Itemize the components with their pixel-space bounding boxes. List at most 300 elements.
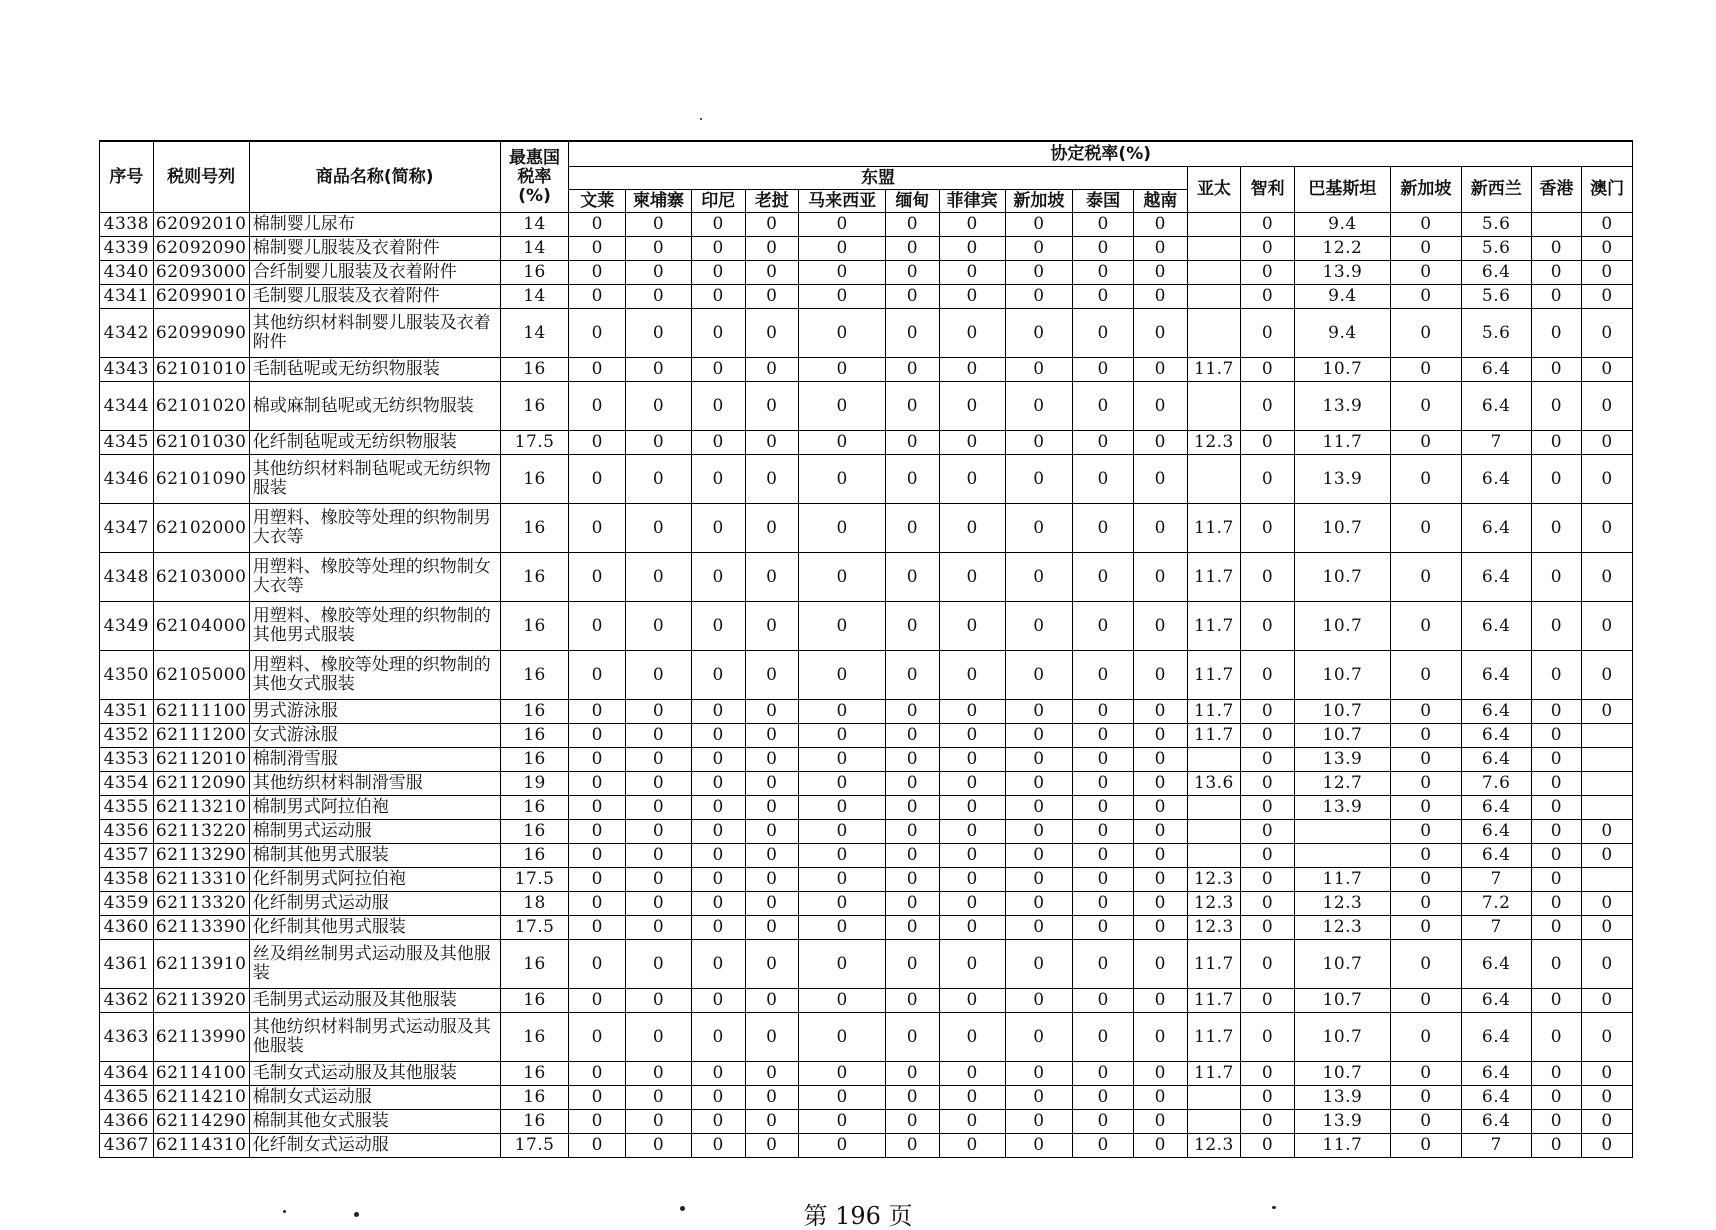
row-asean-rate: 0: [1134, 553, 1188, 602]
row-mfn-rate: 16: [500, 651, 569, 700]
row-asean-rate: 0: [1005, 382, 1073, 431]
row-name: 毛制女式运动服及其他服装: [249, 1062, 500, 1086]
row-seq: 4350: [100, 651, 154, 700]
row-asean-rate: 0: [745, 748, 799, 772]
row-asean-rate: 0: [799, 868, 886, 892]
row-agreement-rate: 0: [1582, 1086, 1633, 1110]
row-code: 62103000: [153, 553, 249, 602]
row-name: 毛制毡呢或无纺织物服装: [249, 358, 500, 382]
row-agreement-rate: 0: [1390, 553, 1461, 602]
row-asean-rate: 0: [886, 796, 940, 820]
row-code: 62102000: [153, 504, 249, 553]
row-asean-rate: 0: [886, 261, 940, 285]
row-agreement-rate: [1187, 748, 1241, 772]
row-mfn-rate: 18: [500, 892, 569, 916]
row-agreement-rate: 6.4: [1461, 602, 1531, 651]
row-agreement-rate: 7: [1461, 431, 1531, 455]
row-asean-rate: 0: [939, 431, 1005, 455]
row-asean-rate: 0: [626, 1013, 692, 1062]
table-row: [100, 1062, 1633, 1086]
row-agreement-rate: [1294, 820, 1390, 844]
row-asean-rate: 0: [1005, 1062, 1073, 1086]
row-asean-rate: 0: [1073, 1110, 1134, 1134]
row-asean-rate: 0: [1005, 724, 1073, 748]
row-name: 合纤制婴儿服装及衣着附件: [249, 261, 500, 285]
row-asean-rate: 0: [569, 940, 626, 989]
header-asean-country: 马来西亚: [799, 190, 886, 213]
row-agreement-rate: 0: [1531, 553, 1582, 602]
row-asean-rate: 0: [799, 916, 886, 940]
row-asean-rate: 0: [691, 431, 745, 455]
row-asean-rate: 0: [1073, 1134, 1134, 1158]
row-asean-rate: 0: [691, 1062, 745, 1086]
table-row: [100, 382, 1633, 431]
table-row: [100, 940, 1633, 989]
row-asean-rate: 0: [691, 724, 745, 748]
row-asean-rate: 0: [939, 1134, 1005, 1158]
row-seq: 4341: [100, 285, 154, 309]
row-agreement-rate: [1187, 1110, 1241, 1134]
row-asean-rate: 0: [569, 261, 626, 285]
row-agreement-rate: 0: [1390, 916, 1461, 940]
row-asean-rate: 0: [1005, 796, 1073, 820]
row-agreement-rate: 0: [1241, 700, 1295, 724]
header-other: 澳门: [1582, 167, 1633, 213]
row-agreement-rate: 0: [1390, 358, 1461, 382]
row-asean-rate: 0: [691, 916, 745, 940]
row-agreement-rate: 6.4: [1461, 820, 1531, 844]
row-agreement-rate: 0: [1241, 261, 1295, 285]
row-agreement-rate: 0: [1241, 892, 1295, 916]
row-agreement-rate: 7.6: [1461, 772, 1531, 796]
header-asean-country: 泰国: [1073, 190, 1134, 213]
row-agreement-rate: [1294, 844, 1390, 868]
row-asean-rate: 0: [886, 1062, 940, 1086]
row-asean-rate: 0: [1073, 358, 1134, 382]
row-asean-rate: 0: [1005, 1086, 1073, 1110]
row-asean-rate: 0: [691, 1134, 745, 1158]
row-agreement-rate: 7: [1461, 916, 1531, 940]
row-mfn-rate: 16: [500, 1086, 569, 1110]
row-code: 62113920: [153, 989, 249, 1013]
row-asean-rate: 0: [569, 602, 626, 651]
row-agreement-rate: 11.7: [1187, 358, 1241, 382]
table-row: [100, 602, 1633, 651]
row-asean-rate: 0: [1073, 940, 1134, 989]
row-asean-rate: 0: [799, 1110, 886, 1134]
row-seq: 4344: [100, 382, 154, 431]
row-asean-rate: 0: [939, 820, 1005, 844]
row-asean-rate: 0: [799, 237, 886, 261]
table-row: [100, 651, 1633, 700]
row-asean-rate: 0: [939, 724, 1005, 748]
row-asean-rate: 0: [1073, 916, 1134, 940]
row-agreement-rate: 12.3: [1187, 916, 1241, 940]
row-agreement-rate: 6.4: [1461, 1062, 1531, 1086]
row-agreement-rate: 0: [1241, 1062, 1295, 1086]
row-agreement-rate: 11.7: [1187, 940, 1241, 989]
row-agreement-rate: [1187, 261, 1241, 285]
row-asean-rate: 0: [939, 309, 1005, 358]
row-asean-rate: 0: [886, 382, 940, 431]
row-agreement-rate: 0: [1582, 553, 1633, 602]
row-mfn-rate: 14: [500, 309, 569, 358]
row-agreement-rate: 0: [1531, 916, 1582, 940]
row-asean-rate: 0: [939, 553, 1005, 602]
row-asean-rate: 0: [691, 940, 745, 989]
row-asean-rate: 0: [745, 651, 799, 700]
row-asean-rate: 0: [939, 1013, 1005, 1062]
table-header: [100, 141, 1633, 213]
row-agreement-rate: 6.4: [1461, 844, 1531, 868]
row-asean-rate: 0: [745, 820, 799, 844]
table-row: [100, 820, 1633, 844]
header-asean-country: 缅甸: [886, 190, 940, 213]
row-asean-rate: 0: [626, 916, 692, 940]
row-agreement-rate: 11.7: [1187, 602, 1241, 651]
row-name: 用塑料、橡胶等处理的织物制的其他女式服装: [249, 651, 500, 700]
row-agreement-rate: 0: [1582, 213, 1633, 237]
row-mfn-rate: 16: [500, 602, 569, 651]
row-agreement-rate: 0: [1241, 820, 1295, 844]
row-agreement-rate: 0: [1241, 1110, 1295, 1134]
row-seq: 4363: [100, 1013, 154, 1062]
row-agreement-rate: 0: [1241, 504, 1295, 553]
header-other: 新加坡: [1390, 167, 1461, 213]
row-name: 其他纺织材料制男式运动服及其他服装: [249, 1013, 500, 1062]
header-code: 税则号列: [153, 141, 249, 213]
row-asean-rate: 0: [886, 504, 940, 553]
row-agreement-rate: 11.7: [1187, 553, 1241, 602]
row-asean-rate: 0: [799, 940, 886, 989]
row-code: 62113210: [153, 796, 249, 820]
tariff-table: [99, 140, 1633, 1158]
row-agreement-rate: [1531, 213, 1582, 237]
row-code: 62113320: [153, 892, 249, 916]
header-asean-country: 老挝: [745, 190, 799, 213]
row-asean-rate: 0: [1134, 748, 1188, 772]
row-asean-rate: 0: [799, 285, 886, 309]
row-asean-rate: 0: [886, 553, 940, 602]
row-mfn-rate: 16: [500, 261, 569, 285]
row-asean-rate: 0: [745, 431, 799, 455]
row-agreement-rate: 6.4: [1461, 1110, 1531, 1134]
row-asean-rate: 0: [1005, 1134, 1073, 1158]
row-asean-rate: 0: [1005, 309, 1073, 358]
row-asean-rate: 0: [886, 916, 940, 940]
row-asean-rate: 0: [1005, 602, 1073, 651]
row-agreement-rate: 0: [1241, 237, 1295, 261]
header-asean-country: 柬埔寨: [626, 190, 692, 213]
row-asean-rate: 0: [1134, 651, 1188, 700]
row-agreement-rate: 0: [1531, 772, 1582, 796]
row-code: 62112090: [153, 772, 249, 796]
table-row: [100, 285, 1633, 309]
row-asean-rate: 0: [569, 989, 626, 1013]
row-asean-rate: 0: [626, 772, 692, 796]
row-asean-rate: 0: [626, 1110, 692, 1134]
row-name: 男式游泳服: [249, 700, 500, 724]
row-asean-rate: 0: [745, 1062, 799, 1086]
row-agreement-rate: 0: [1582, 916, 1633, 940]
row-code: 62092090: [153, 237, 249, 261]
row-asean-rate: 0: [1134, 844, 1188, 868]
row-agreement-rate: 13.9: [1294, 796, 1390, 820]
row-name: 丝及绢丝制男式运动服及其他服装: [249, 940, 500, 989]
row-name: 其他纺织材料制滑雪服: [249, 772, 500, 796]
row-asean-rate: 0: [691, 1013, 745, 1062]
row-agreement-rate: 0: [1241, 796, 1295, 820]
row-asean-rate: 0: [1073, 285, 1134, 309]
row-asean-rate: 0: [1005, 868, 1073, 892]
row-asean-rate: 0: [626, 820, 692, 844]
table-row: [100, 700, 1633, 724]
row-asean-rate: 0: [939, 916, 1005, 940]
row-asean-rate: 0: [1073, 1062, 1134, 1086]
row-agreement-rate: 0: [1241, 602, 1295, 651]
row-asean-rate: 0: [886, 1134, 940, 1158]
row-agreement-rate: 0: [1241, 748, 1295, 772]
row-code: 62111200: [153, 724, 249, 748]
row-agreement-rate: 13.9: [1294, 261, 1390, 285]
row-asean-rate: 0: [939, 940, 1005, 989]
row-mfn-rate: 16: [500, 1013, 569, 1062]
row-agreement-rate: 10.7: [1294, 553, 1390, 602]
row-asean-rate: 0: [1073, 237, 1134, 261]
row-mfn-rate: 16: [500, 989, 569, 1013]
row-agreement-rate: [1187, 1086, 1241, 1110]
table-row: [100, 358, 1633, 382]
row-agreement-rate: 0: [1390, 989, 1461, 1013]
row-asean-rate: 0: [691, 358, 745, 382]
row-agreement-rate: 0: [1241, 553, 1295, 602]
row-agreement-rate: 12.3: [1187, 892, 1241, 916]
row-asean-rate: 0: [939, 213, 1005, 237]
row-asean-rate: 0: [626, 237, 692, 261]
row-asean-rate: 0: [691, 553, 745, 602]
row-asean-rate: 0: [1134, 213, 1188, 237]
table-body: [100, 213, 1633, 1158]
row-asean-rate: 0: [745, 700, 799, 724]
row-code: 62113990: [153, 1013, 249, 1062]
row-asean-rate: 0: [745, 1086, 799, 1110]
row-agreement-rate: 6.4: [1461, 504, 1531, 553]
row-asean-rate: 0: [799, 651, 886, 700]
row-asean-rate: 0: [939, 989, 1005, 1013]
row-agreement-rate: [1187, 309, 1241, 358]
row-agreement-rate: 0: [1531, 700, 1582, 724]
table-row: [100, 309, 1633, 358]
row-asean-rate: 0: [1073, 868, 1134, 892]
row-asean-rate: 0: [939, 1110, 1005, 1134]
row-code: 62099090: [153, 309, 249, 358]
row-agreement-rate: 13.9: [1294, 455, 1390, 504]
row-asean-rate: 0: [745, 553, 799, 602]
row-asean-rate: 0: [691, 989, 745, 1013]
row-code: 62101020: [153, 382, 249, 431]
row-agreement-rate: 0: [1531, 504, 1582, 553]
row-seq: 4357: [100, 844, 154, 868]
header-other: 智利: [1241, 167, 1295, 213]
row-asean-rate: 0: [1134, 431, 1188, 455]
row-agreement-rate: 6.4: [1461, 748, 1531, 772]
row-asean-rate: 0: [939, 748, 1005, 772]
row-agreement-rate: 0: [1390, 602, 1461, 651]
row-asean-rate: 0: [939, 868, 1005, 892]
row-agreement-rate: 6.4: [1461, 1086, 1531, 1110]
row-agreement-rate: 0: [1390, 820, 1461, 844]
row-asean-rate: 0: [1005, 916, 1073, 940]
row-asean-rate: 0: [626, 285, 692, 309]
row-asean-rate: 0: [939, 1086, 1005, 1110]
table-row: [100, 772, 1633, 796]
row-asean-rate: 0: [939, 455, 1005, 504]
row-asean-rate: 0: [569, 772, 626, 796]
row-asean-rate: 0: [569, 700, 626, 724]
row-asean-rate: 0: [799, 1086, 886, 1110]
row-asean-rate: 0: [626, 868, 692, 892]
row-asean-rate: 0: [799, 431, 886, 455]
row-asean-rate: 0: [569, 1086, 626, 1110]
row-asean-rate: 0: [1073, 820, 1134, 844]
row-name: 用塑料、橡胶等处理的织物制女大衣等: [249, 553, 500, 602]
row-agreement-rate: 0: [1390, 1086, 1461, 1110]
row-asean-rate: 0: [1134, 820, 1188, 844]
row-agreement-rate: 0: [1241, 651, 1295, 700]
row-agreement-rate: 11.7: [1187, 504, 1241, 553]
row-mfn-rate: 16: [500, 382, 569, 431]
row-agreement-rate: 0: [1241, 1013, 1295, 1062]
row-agreement-rate: 0: [1531, 796, 1582, 820]
row-asean-rate: 0: [569, 1110, 626, 1134]
row-agreement-rate: 0: [1582, 1013, 1633, 1062]
row-asean-rate: 0: [626, 892, 692, 916]
row-asean-rate: 0: [1005, 285, 1073, 309]
row-agreement-rate: 6.4: [1461, 553, 1531, 602]
row-asean-rate: 0: [886, 1110, 940, 1134]
row-agreement-rate: 0: [1390, 1013, 1461, 1062]
row-asean-rate: 0: [939, 261, 1005, 285]
row-agreement-rate: 0: [1390, 868, 1461, 892]
row-agreement-rate: 13.9: [1294, 748, 1390, 772]
table-row: [100, 261, 1633, 285]
row-agreement-rate: [1187, 237, 1241, 261]
row-agreement-rate: 0: [1582, 1110, 1633, 1134]
page-number: 第 196 页: [803, 1202, 913, 1230]
row-seq: 4345: [100, 431, 154, 455]
row-asean-rate: 0: [799, 309, 886, 358]
row-agreement-rate: [1582, 796, 1633, 820]
row-asean-rate: 0: [886, 700, 940, 724]
row-mfn-rate: 16: [500, 504, 569, 553]
row-asean-rate: 0: [745, 309, 799, 358]
row-asean-rate: 0: [886, 820, 940, 844]
row-asean-rate: 0: [745, 602, 799, 651]
row-asean-rate: 0: [799, 455, 886, 504]
row-asean-rate: 0: [886, 237, 940, 261]
row-asean-rate: 0: [1134, 261, 1188, 285]
row-seq: 4358: [100, 868, 154, 892]
row-code: 62114100: [153, 1062, 249, 1086]
row-asean-rate: 0: [745, 237, 799, 261]
row-asean-rate: 0: [569, 309, 626, 358]
row-asean-rate: 0: [1073, 892, 1134, 916]
row-asean-rate: 0: [1073, 796, 1134, 820]
row-agreement-rate: [1582, 772, 1633, 796]
table-row: [100, 1110, 1633, 1134]
row-agreement-rate: 0: [1531, 724, 1582, 748]
row-asean-rate: 0: [626, 261, 692, 285]
row-asean-rate: 0: [569, 892, 626, 916]
row-asean-rate: 0: [569, 382, 626, 431]
row-asean-rate: 0: [691, 261, 745, 285]
row-agreement-rate: 0: [1531, 1062, 1582, 1086]
row-agreement-rate: [1187, 213, 1241, 237]
row-agreement-rate: 0: [1531, 309, 1582, 358]
row-asean-rate: 0: [1005, 989, 1073, 1013]
row-agreement-rate: 0: [1390, 700, 1461, 724]
row-mfn-rate: 16: [500, 1062, 569, 1086]
row-asean-rate: 0: [939, 844, 1005, 868]
row-agreement-rate: 0: [1531, 820, 1582, 844]
row-mfn-rate: 16: [500, 700, 569, 724]
row-mfn-rate: 17.5: [500, 431, 569, 455]
row-agreement-rate: 6.4: [1461, 358, 1531, 382]
row-agreement-rate: 11.7: [1187, 651, 1241, 700]
row-asean-rate: 0: [691, 213, 745, 237]
row-asean-rate: 0: [799, 772, 886, 796]
row-seq: 4342: [100, 309, 154, 358]
table-row: [100, 237, 1633, 261]
table-row: [100, 892, 1633, 916]
row-agreement-rate: 0: [1582, 309, 1633, 358]
row-agreement-rate: 9.4: [1294, 309, 1390, 358]
row-asean-rate: 0: [939, 796, 1005, 820]
row-asean-rate: 0: [745, 796, 799, 820]
row-code: 62113290: [153, 844, 249, 868]
row-asean-rate: 0: [626, 844, 692, 868]
row-agreement-rate: 0: [1531, 651, 1582, 700]
row-asean-rate: 0: [799, 1013, 886, 1062]
row-agreement-rate: 0: [1531, 358, 1582, 382]
row-asean-rate: 0: [745, 989, 799, 1013]
row-asean-rate: 0: [569, 504, 626, 553]
row-agreement-rate: 0: [1390, 1134, 1461, 1158]
row-agreement-rate: 12.3: [1187, 431, 1241, 455]
row-asean-rate: 0: [745, 455, 799, 504]
row-asean-rate: 0: [626, 382, 692, 431]
row-asean-rate: 0: [569, 820, 626, 844]
row-agreement-rate: 0: [1390, 724, 1461, 748]
row-agreement-rate: 0: [1531, 431, 1582, 455]
header-mfn: 最惠国税率(%): [500, 141, 569, 213]
row-seq: 4359: [100, 892, 154, 916]
row-agreement-rate: 0: [1241, 940, 1295, 989]
row-asean-rate: 0: [1073, 1013, 1134, 1062]
header-asean-country: 越南: [1134, 190, 1188, 213]
row-agreement-rate: 5.6: [1461, 237, 1531, 261]
row-asean-rate: 0: [745, 1110, 799, 1134]
row-mfn-rate: 16: [500, 940, 569, 989]
row-asean-rate: 0: [799, 1062, 886, 1086]
row-asean-rate: 0: [1134, 796, 1188, 820]
row-agreement-rate: 0: [1241, 989, 1295, 1013]
row-asean-rate: 0: [1005, 358, 1073, 382]
row-agreement-rate: [1582, 724, 1633, 748]
row-agreement-rate: 0: [1582, 651, 1633, 700]
row-name: 棉制其他女式服装: [249, 1110, 500, 1134]
row-agreement-rate: 10.7: [1294, 651, 1390, 700]
